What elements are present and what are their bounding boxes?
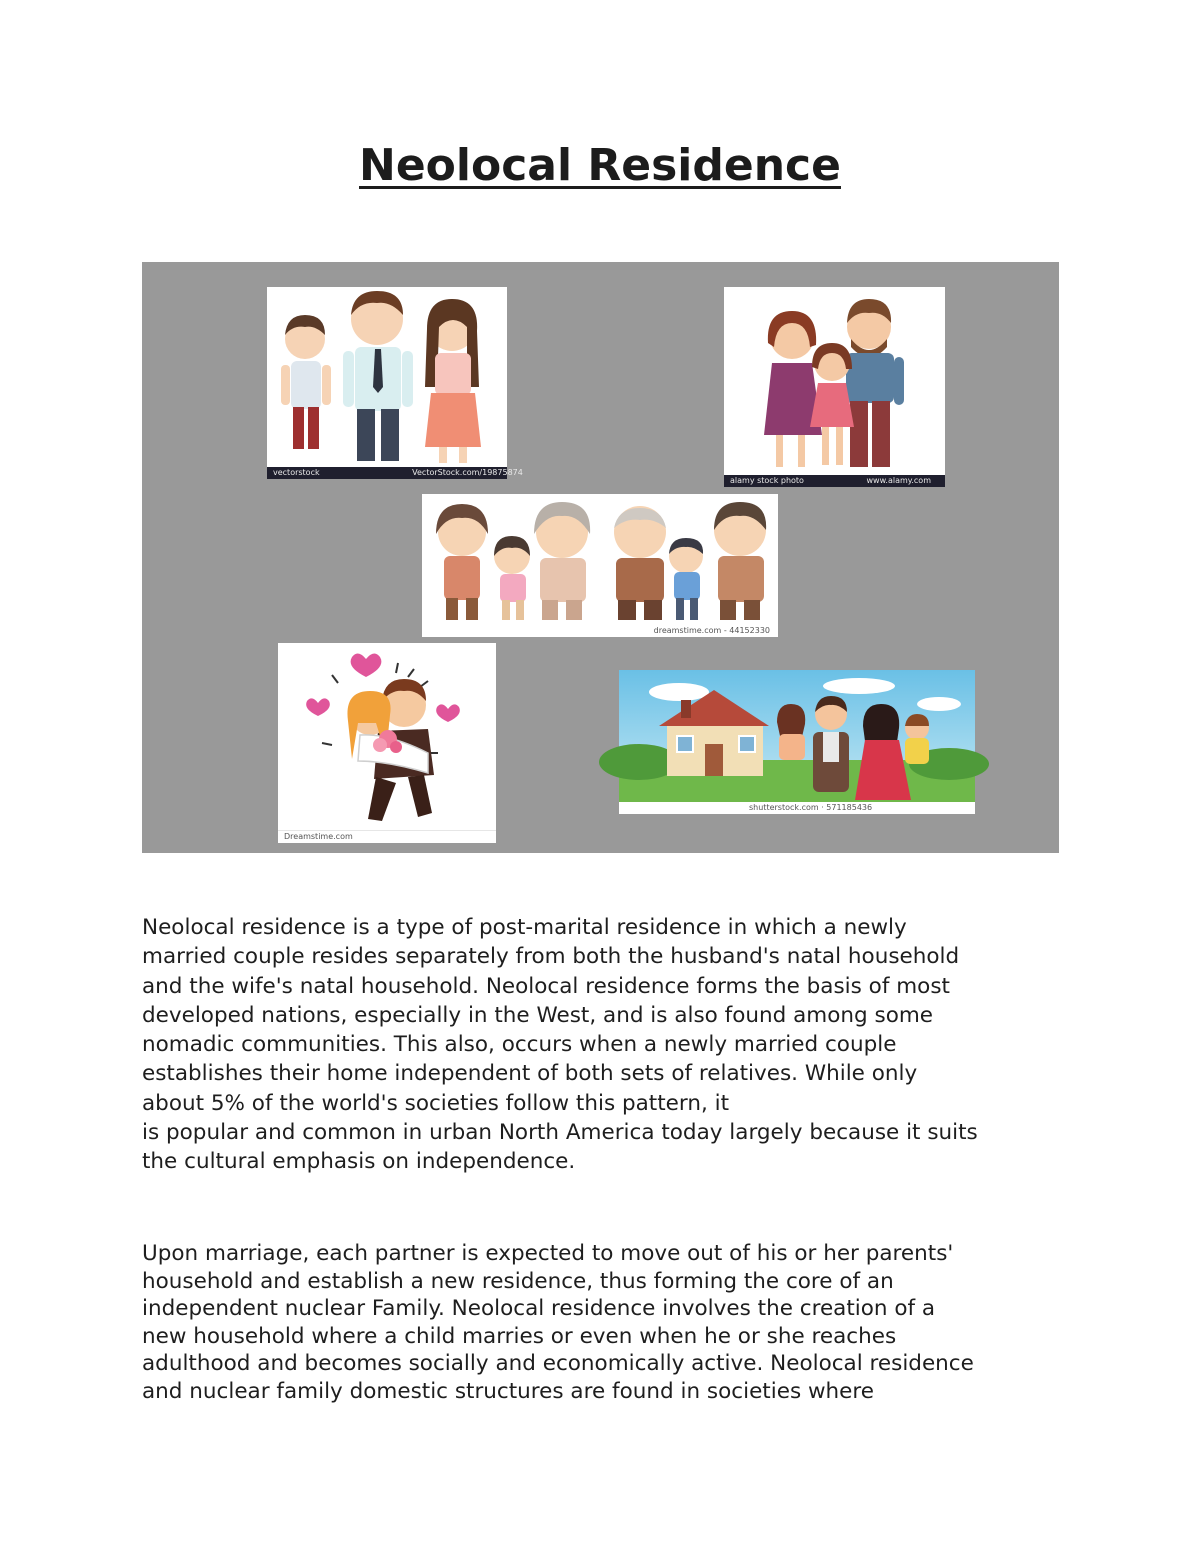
image-watermark: alamy stock photo www.alamy.com [724,475,945,487]
three-generation-family-illustration-icon [422,494,778,625]
body-paragraph-1: Neolocal residence is a type of post-marital residence in which a newly married couple resides separately from both the husband's natal household and the wife's natal household. Neolocal residence forms the basis of most developed nations, especially in the West, and is also found among some nomadic communities. This also, occurs when a newly married couple establishes their home independent of both sets of relatives. While only about 5% of the world's societies follow this pattern, it is popular and common in urban North America today largely because it suits the cultural emphasis on independence. [142,915,978,1175]
image-watermark: Dreamstime.com [278,830,496,843]
family-in-front-of-house-image [619,670,975,814]
family-of-three-image [267,287,523,479]
family-in-front-of-house-illustration-icon [619,670,975,804]
body-paragraph-2: Upon marriage, each partner is expected to move out of his or her parents' household and establish a new residence, thus forming the core of an independent nuclear Family. Neolocal residence involves the creation of a new household where a child marries or even when he or she reaches adulthood and becomes socially and economically active. Neolocal residence and nuclear family domestic structures are found in societies where [142,1241,974,1404]
parents-and-daughter-illustration-icon [724,287,945,473]
family-of-three-illustration-icon [267,287,507,467]
image-watermark: shutterstock.com · 571185436 [619,802,975,814]
image-watermark: dreamstime.com - 44152330 [422,625,778,637]
page-title: Neolocal Residence [359,140,841,191]
three-generation-family-image [422,494,778,637]
parents-and-daughter-image [724,287,945,487]
image-collage [142,262,1059,853]
image-watermark: vectorstock VectorStock.com/19875874 [267,467,507,479]
bride-and-groom-image [278,643,496,843]
bride-and-groom-illustration-icon [278,643,496,829]
